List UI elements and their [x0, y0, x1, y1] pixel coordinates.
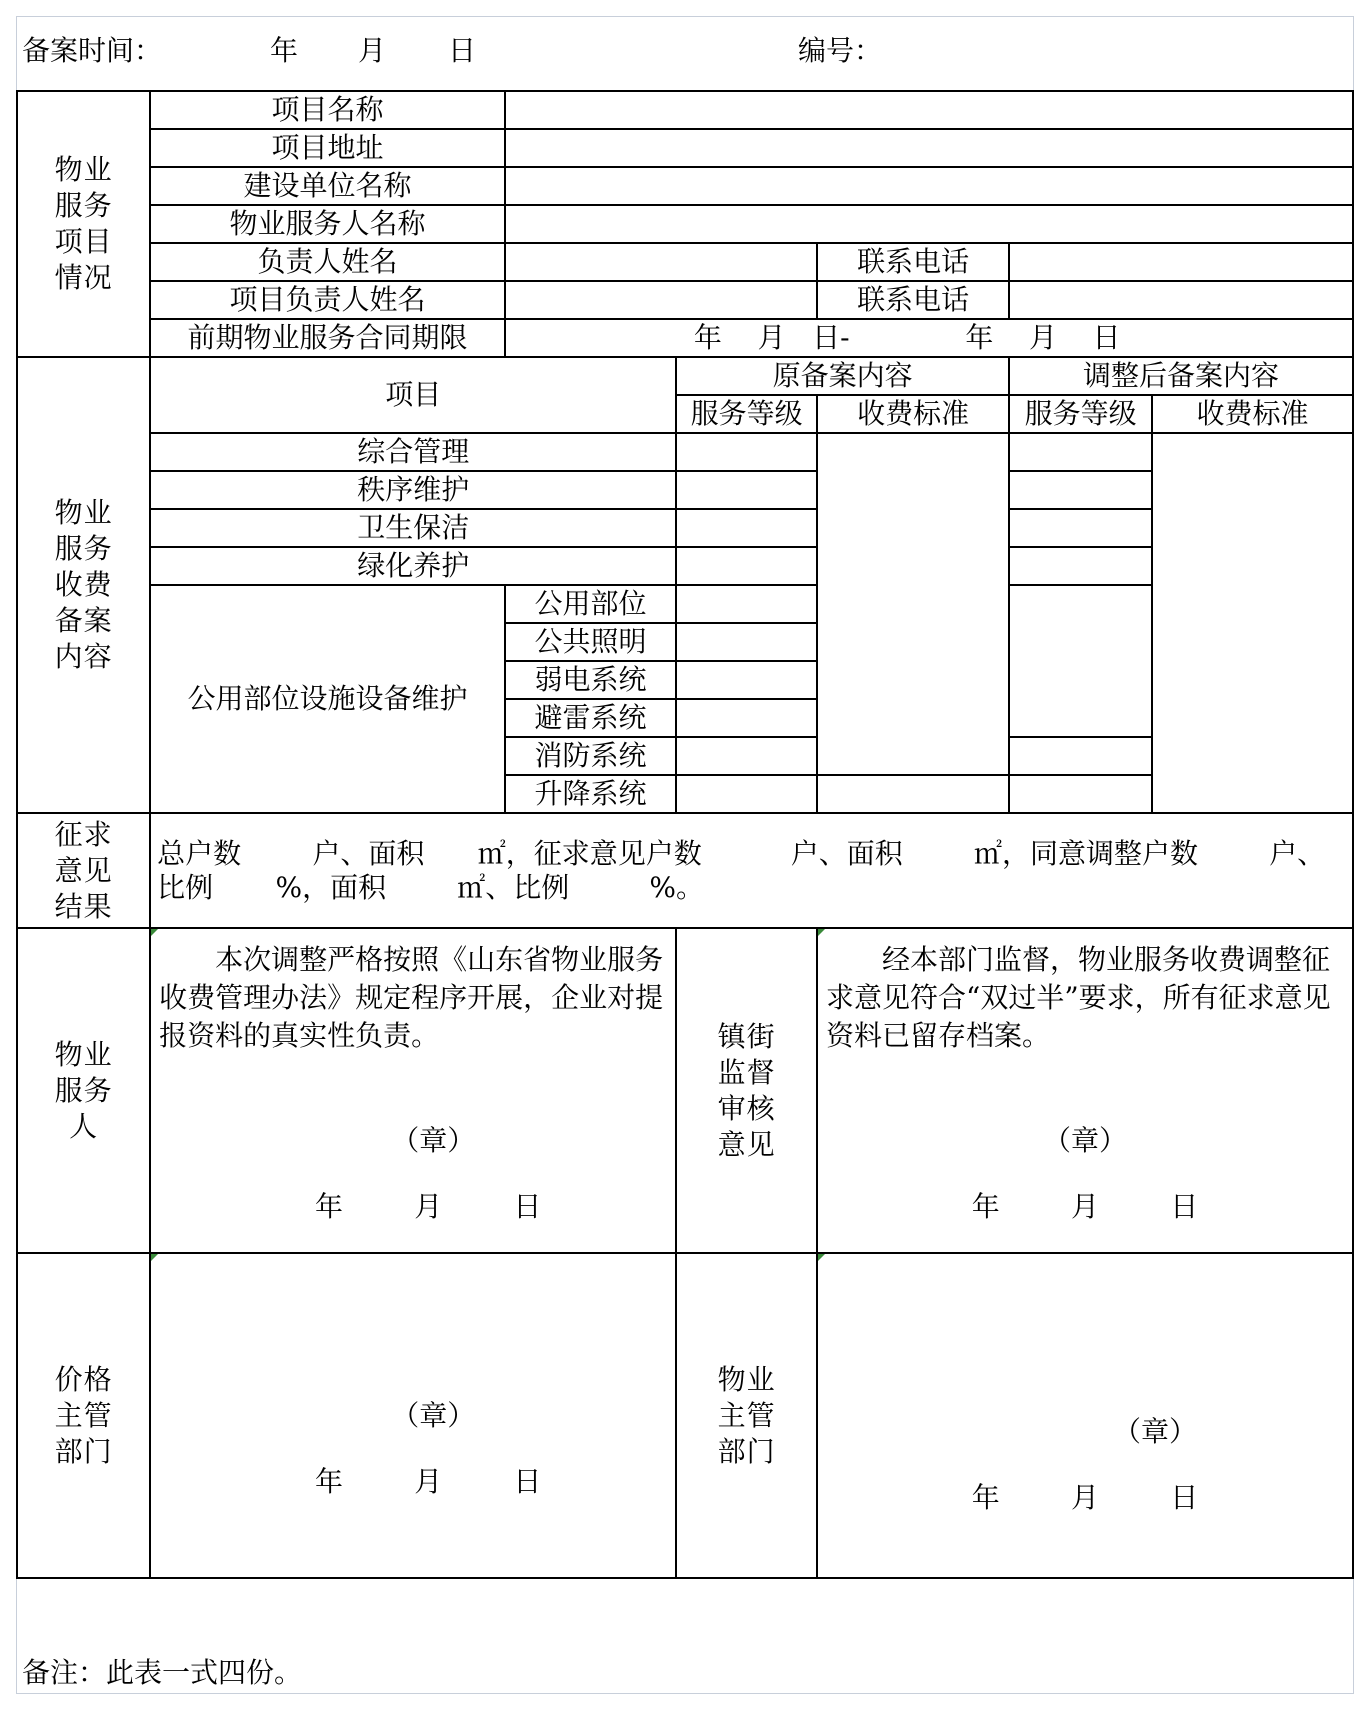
town-opinion-seal: （章） [1043, 1124, 1128, 1157]
principal-name-value[interactable] [505, 243, 817, 281]
service-provider-seal: （章） [391, 1124, 476, 1157]
original-level-cell[interactable] [676, 623, 817, 661]
item-greening: 绿化养护 [150, 547, 676, 585]
original-fee-standard-elevator-cell[interactable] [817, 775, 1009, 813]
adjusted-service-level-header: 服务等级 [1009, 395, 1152, 433]
service-provider-statement: 本次调整严格按照《山东省物业服务收费管理办法》规定程序开展，企业对提报资料的真实性负责。 [159, 943, 664, 1052]
project-address-label: 项目地址 [150, 129, 505, 167]
filing-day: 日 [448, 34, 477, 67]
adjusted-level-cell[interactable] [1009, 585, 1152, 737]
number-label: 编号： [798, 34, 883, 67]
cell-comment-marker [818, 929, 825, 936]
service-provider-statement-cell[interactable] [150, 928, 676, 1253]
maintenance-item-weak-current: 弱电系统 [505, 661, 676, 699]
item-sanitation: 卫生保洁 [150, 509, 676, 547]
original-level-cell[interactable] [676, 433, 817, 471]
original-fee-standard-cell[interactable] [817, 433, 1009, 775]
original-level-cell[interactable] [676, 547, 817, 585]
original-level-cell[interactable] [676, 509, 817, 547]
town-opinion-cell[interactable] [817, 928, 1353, 1253]
property-department-seal: （章） [1113, 1415, 1198, 1448]
original-service-level-header: 服务等级 [676, 395, 817, 433]
adjusted-level-cell[interactable] [1009, 433, 1152, 471]
developer-name-label: 建设单位名称 [150, 167, 505, 205]
project-name-value[interactable] [505, 91, 1353, 129]
cell-comment-marker [151, 1254, 158, 1261]
original-fee-standard-header: 收费标准 [817, 395, 1009, 433]
adjusted-fee-standard-cell[interactable] [1152, 433, 1353, 813]
adjusted-level-cell[interactable] [1009, 775, 1152, 813]
phone-label-2: 联系电话 [817, 281, 1009, 319]
property-department-label: 物业主管部门 [676, 1253, 817, 1578]
developer-name-value[interactable] [505, 167, 1353, 205]
cell-comment-marker [151, 929, 158, 936]
project-manager-name-value[interactable] [505, 281, 817, 319]
maintenance-item-elevator: 升降系统 [505, 775, 676, 813]
contract-term-label: 前期物业服务合同期限 [150, 319, 505, 357]
principal-name-label: 负责人姓名 [150, 243, 505, 281]
property-department-cell[interactable] [817, 1253, 1353, 1578]
original-level-cell[interactable] [676, 737, 817, 775]
footer-note: 备注：此表一式四份。 [22, 1656, 303, 1689]
item-header: 项目 [150, 357, 676, 433]
phone-value-1[interactable] [1009, 243, 1353, 281]
service-provider-date: 年 月 日 [314, 1190, 542, 1223]
form-header [16, 16, 1354, 90]
original-level-cell[interactable] [676, 661, 817, 699]
price-department-cell[interactable] [150, 1253, 676, 1578]
price-department-seal: （章） [391, 1399, 476, 1432]
adjusted-level-cell[interactable] [1009, 547, 1152, 585]
service-provider-label: 物业服务人 [17, 928, 150, 1253]
item-general-management: 综合管理 [150, 433, 676, 471]
property-department-date: 年 月 日 [971, 1481, 1199, 1514]
filing-time-label: 备案时间： [22, 34, 163, 67]
adjusted-level-cell[interactable] [1009, 471, 1152, 509]
price-department-label: 价格主管部门 [17, 1253, 150, 1578]
consultation-result-text[interactable]: 总户数 户、面积 ㎡，征求意见户数 户、面积 ㎡，同意调整户数 户、比例 %，面积 ㎡、比例 %。 [150, 813, 1353, 928]
adjusted-content-header: 调整后备案内容 [1009, 357, 1353, 395]
contract-term-value[interactable]: 年 月 日- 年 月 日 [505, 319, 1353, 357]
original-level-cell[interactable] [676, 585, 817, 623]
maintenance-item-public-lighting: 公共照明 [505, 623, 676, 661]
adjusted-level-cell[interactable] [1009, 509, 1152, 547]
maintenance-item-common-area: 公用部位 [505, 585, 676, 623]
original-content-header: 原备案内容 [676, 357, 1009, 395]
service-provider-name-label: 物业服务人名称 [150, 205, 505, 243]
filing-year: 年 [270, 34, 299, 67]
original-level-cell[interactable] [676, 775, 817, 813]
original-level-cell[interactable] [676, 699, 817, 737]
consultation-label: 征求意见结果 [17, 813, 150, 928]
project-manager-name-label: 项目负责人姓名 [150, 281, 505, 319]
project-name-label: 项目名称 [150, 91, 505, 129]
phone-label-1: 联系电话 [817, 243, 1009, 281]
maintenance-item-lightning-protection: 避雷系统 [505, 699, 676, 737]
maintenance-label: 公用部位设施设备维护 [150, 585, 505, 813]
town-opinion-date: 年 月 日 [971, 1190, 1199, 1223]
project-address-value[interactable] [505, 129, 1353, 167]
item-order-maintenance: 秩序维护 [150, 471, 676, 509]
maintenance-item-fire-protection: 消防系统 [505, 737, 676, 775]
town-opinion-statement: 经本部门监督，物业服务收费调整征求意见符合“双过半”要求，所有征求意见资料已留存档案。 [826, 943, 1331, 1052]
service-provider-name-value[interactable] [505, 205, 1353, 243]
project-section-label: 物业服务项目情况 [17, 91, 150, 357]
filing-month: 月 [358, 34, 387, 67]
price-department-date: 年 月 日 [314, 1465, 542, 1498]
adjusted-fee-standard-header: 收费标准 [1152, 395, 1353, 433]
fee-section-label: 物业服务收费备案内容 [17, 357, 150, 813]
town-opinion-label: 镇街监督审核意见 [676, 928, 817, 1253]
original-level-cell[interactable] [676, 471, 817, 509]
filing-form-table [16, 90, 1354, 1579]
cell-comment-marker [818, 1254, 825, 1261]
adjusted-level-cell[interactable] [1009, 737, 1152, 775]
phone-value-2[interactable] [1009, 281, 1353, 319]
